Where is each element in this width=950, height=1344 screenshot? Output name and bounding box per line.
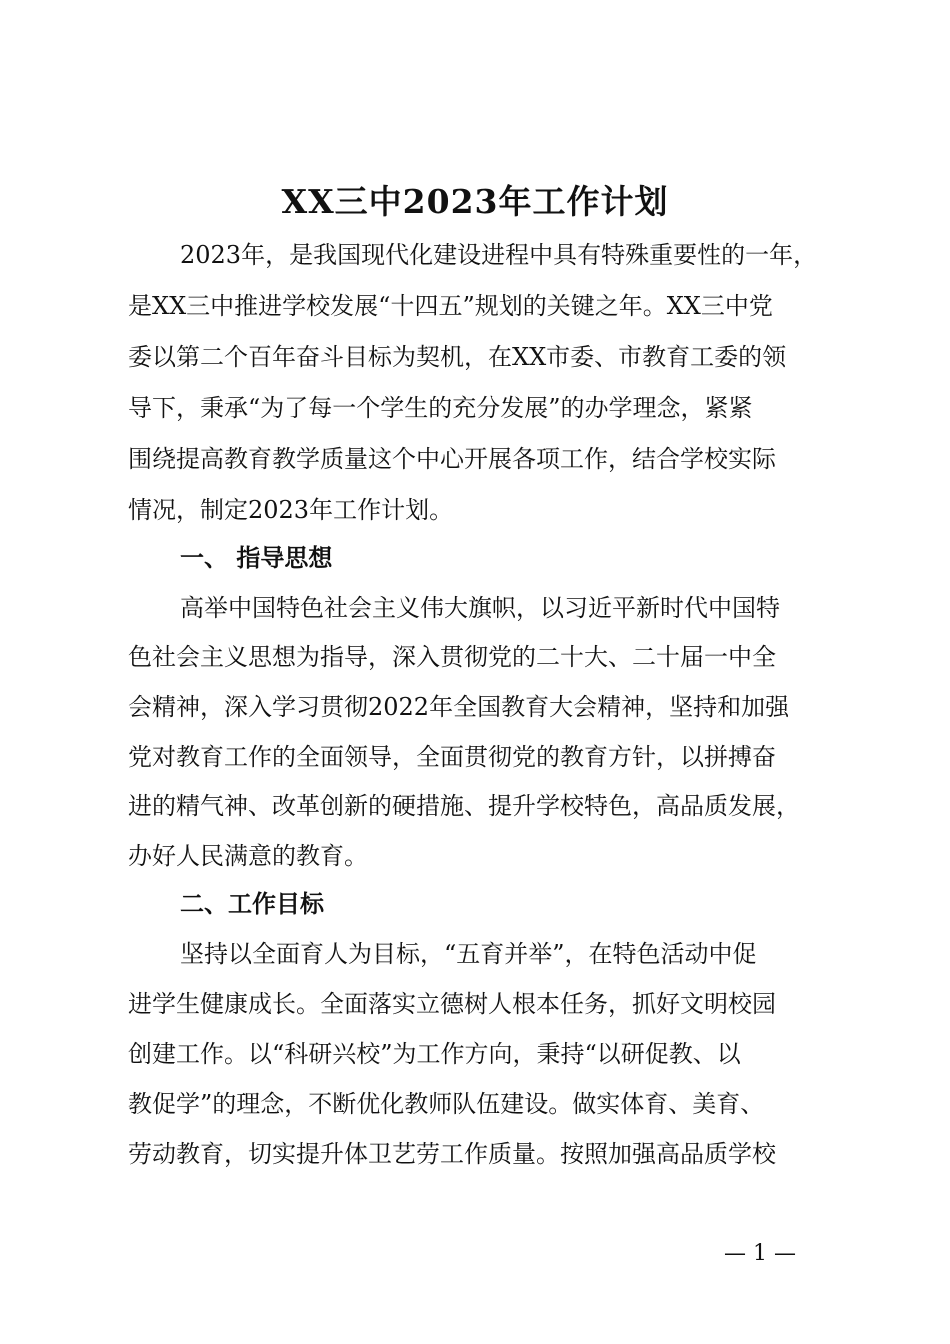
intro-line-5: 围绕提高教育教学质量这个中心开展各项工作，结合学校实际 xyxy=(128,445,776,473)
section1-line-3: 会精神，深入学习贯彻2022年全国教育大会精神，坚持和加强 xyxy=(128,693,790,721)
section1-line-6: 办好人民满意的教育。 xyxy=(128,842,368,870)
section2-line-1: 坚持以全面育人为目标，“五育并举”，在特色活动中促 xyxy=(180,940,757,968)
document-title: XX三中2023年工作计划 xyxy=(281,182,669,221)
section1-line-4: 党对教育工作的全面领导，全面贯彻党的教育方针，以拼搏奋 xyxy=(128,743,776,771)
intro-line-2: 是XX三中推进学校发展“十四五”规划的关键之年。XX三中党 xyxy=(128,292,773,320)
section2-line-5: 劳动教育，切实提升体卫艺劳工作质量。按照加强高品质学校 xyxy=(128,1140,776,1168)
intro-line-3: 委以第二个百年奋斗目标为契机，在XX市委、市教育工委的领 xyxy=(128,343,787,371)
section2-line-3: 创建工作。以“科研兴校”为工作方向，秉持“以研促教、以 xyxy=(128,1040,741,1068)
section2-line-4: 教促学”的理念，不断优化教师队伍建设。做实体育、美育、 xyxy=(128,1090,765,1118)
intro-line-1: 2023年，是我国现代化建设进程中具有特殊重要性的一年， xyxy=(180,241,818,269)
section1-line-5: 进的精气神、改革创新的硬措施、提升学校特色，高品质发展， xyxy=(128,792,800,820)
section1-line-2: 色社会主义思想为指导，深入贯彻党的二十大、二十届一中全 xyxy=(128,643,776,671)
page-number: — 1 — xyxy=(724,1241,796,1266)
section2-line-2: 进学生健康成长。全面落实立德树人根本任务，抓好文明校园 xyxy=(128,990,776,1018)
intro-line-6: 情况，制定2023年工作计划。 xyxy=(128,496,454,524)
section1-line-1: 高举中国特色社会主义伟大旗帜，以习近平新时代中国特 xyxy=(180,594,780,622)
section-heading-work-goals: 二、工作目标 xyxy=(180,890,324,918)
intro-line-4: 导下，秉承“为了每一个学生的充分发展”的办学理念，紧紧 xyxy=(128,394,753,422)
section-heading-guiding-thought: 一、 指导思想 xyxy=(180,544,333,572)
